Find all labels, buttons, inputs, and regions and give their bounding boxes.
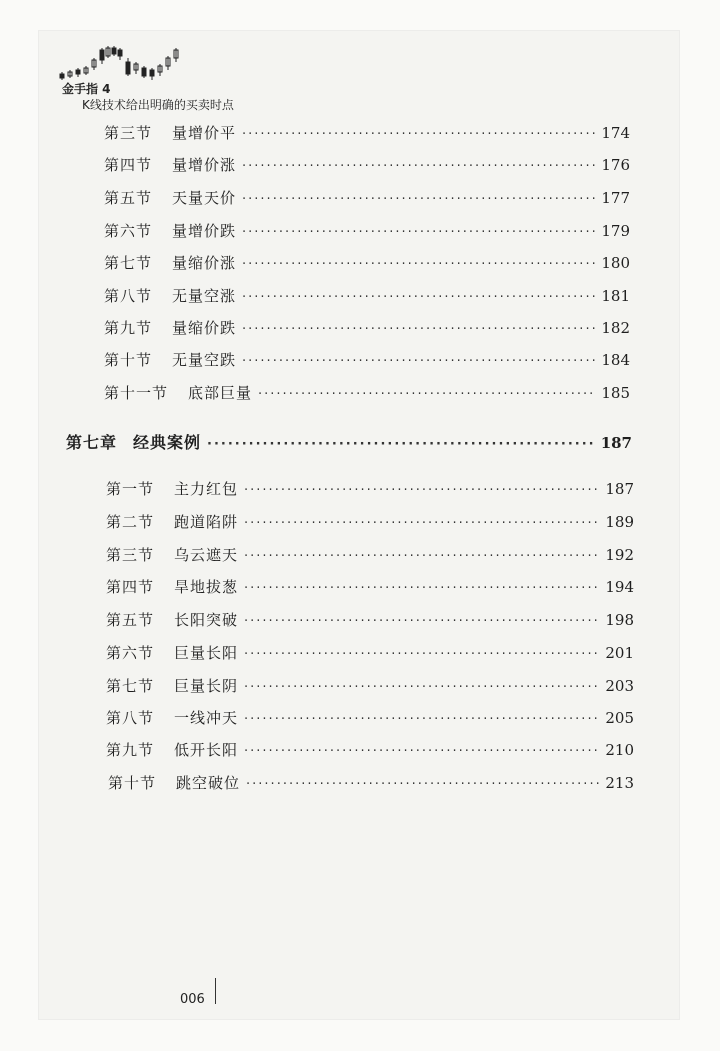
- section-number: 第五节: [106, 611, 155, 629]
- section-number: 第八节: [104, 287, 153, 305]
- page-number: 181: [601, 287, 630, 305]
- dot-leader: [242, 290, 595, 305]
- page-number: 174: [601, 124, 630, 142]
- folio-rule: [215, 978, 216, 1004]
- dot-leader: [242, 354, 595, 369]
- toc-entry[interactable]: [104, 349, 630, 370]
- page-number: 180: [601, 254, 630, 272]
- section-number: 第七节: [104, 254, 153, 272]
- page-number: 185: [601, 384, 630, 402]
- toc-entry[interactable]: [104, 220, 630, 241]
- page-number: 205: [605, 709, 634, 727]
- page-folio: 006: [180, 992, 205, 1007]
- page-number: 187: [600, 434, 632, 452]
- page-number: 189: [605, 513, 634, 531]
- toc-entry[interactable]: [106, 675, 634, 696]
- toc-entry[interactable]: [106, 707, 634, 728]
- section-number: 第十节: [108, 774, 157, 792]
- toc-chapter[interactable]: [66, 430, 632, 453]
- section-title: 巨量长阳: [174, 644, 239, 662]
- page-number: 177: [601, 189, 630, 207]
- page-number: 176: [601, 156, 630, 174]
- toc-entry[interactable]: [104, 122, 630, 143]
- page-number: 213: [605, 774, 634, 792]
- toc-entry[interactable]: [104, 382, 630, 403]
- section-title: 跳空破位: [176, 774, 241, 792]
- section-number: 第十一节: [104, 384, 169, 402]
- dot-leader: [244, 549, 599, 564]
- section-title: 量增价涨: [172, 156, 237, 174]
- section-title: 量缩价涨: [172, 254, 237, 272]
- candlestick-logo-icon: [58, 44, 198, 84]
- section-title: 长阳突破: [174, 611, 239, 629]
- page-number: 179: [601, 222, 630, 240]
- section-title: 一线冲天: [174, 709, 239, 727]
- page-number: 194: [605, 578, 634, 596]
- toc-entry[interactable]: [104, 187, 630, 208]
- dot-leader: [246, 777, 599, 792]
- toc-entry[interactable]: [108, 772, 634, 793]
- page-number: 182: [601, 319, 630, 337]
- section-number: 第三节: [106, 546, 155, 564]
- section-title: 主力红包: [174, 480, 239, 498]
- section-title: 乌云遮天: [174, 546, 239, 564]
- section-number: 第十节: [104, 351, 153, 369]
- section-title: 无量空跌: [172, 351, 237, 369]
- book-subtitle: K线技术给出明确的买卖时点: [82, 98, 234, 112]
- toc-entry[interactable]: [106, 739, 634, 760]
- dot-leader: [207, 437, 595, 452]
- page-number: 203: [605, 677, 634, 695]
- dot-leader: [244, 483, 599, 498]
- page-number: 187: [605, 480, 634, 498]
- section-number: 第四节: [104, 156, 153, 174]
- page-number: 184: [601, 351, 630, 369]
- section-title: 无量空涨: [172, 287, 237, 305]
- toc-entry[interactable]: [106, 576, 634, 597]
- section-number: 第九节: [104, 319, 153, 337]
- section-number: 第二节: [106, 513, 155, 531]
- section-number: 第九节: [106, 741, 155, 759]
- toc-entry[interactable]: [106, 642, 634, 663]
- dot-leader: [242, 127, 595, 142]
- section-title: 天量天价: [172, 189, 237, 207]
- section-title: 低开长阳: [174, 741, 239, 759]
- section-number: 第一节: [106, 480, 155, 498]
- dot-leader: [244, 614, 599, 629]
- dot-leader: [244, 712, 599, 727]
- dot-leader: [258, 387, 595, 402]
- dot-leader: [242, 225, 595, 240]
- dot-leader: [244, 680, 599, 695]
- section-title: 旱地拔葱: [174, 578, 239, 596]
- toc-entry[interactable]: [104, 317, 630, 338]
- dot-leader: [242, 192, 595, 207]
- section-number: 第五节: [104, 189, 153, 207]
- section-number: 第八节: [106, 709, 155, 727]
- section-title: 量缩价跌: [172, 319, 237, 337]
- dot-leader: [244, 581, 599, 596]
- chapter-number: 第七章: [66, 433, 118, 452]
- toc-entry[interactable]: [104, 154, 630, 175]
- dot-leader: [242, 322, 595, 337]
- dot-leader: [242, 257, 595, 272]
- section-title: 底部巨量: [188, 384, 253, 402]
- section-number: 第七节: [106, 677, 155, 695]
- toc-entry[interactable]: [106, 511, 634, 532]
- dot-leader: [244, 647, 599, 662]
- dot-leader: [244, 744, 599, 759]
- section-number: 第六节: [106, 644, 155, 662]
- dot-leader: [242, 159, 595, 174]
- chapter-title: 经典案例: [133, 433, 202, 452]
- dot-leader: [244, 516, 599, 531]
- page-number: 210: [605, 741, 634, 759]
- toc-entry[interactable]: [104, 285, 630, 306]
- section-number: 第四节: [106, 578, 155, 596]
- page-number: 192: [605, 546, 634, 564]
- toc-entry[interactable]: [106, 544, 634, 565]
- page-number: 198: [605, 611, 634, 629]
- section-number: 第六节: [104, 222, 153, 240]
- series-title: 金手指 4: [62, 82, 111, 96]
- section-title: 巨量长阴: [174, 677, 239, 695]
- section-title: 量增价平: [172, 124, 237, 142]
- section-number: 第三节: [104, 124, 153, 142]
- section-title: 跑道陷阱: [174, 513, 239, 531]
- running-header: [58, 44, 318, 110]
- toc-entry[interactable]: [104, 252, 630, 273]
- page-number: 201: [605, 644, 634, 662]
- section-title: 量增价跌: [172, 222, 237, 240]
- toc-entry[interactable]: [106, 478, 634, 499]
- toc-entry[interactable]: [106, 609, 634, 630]
